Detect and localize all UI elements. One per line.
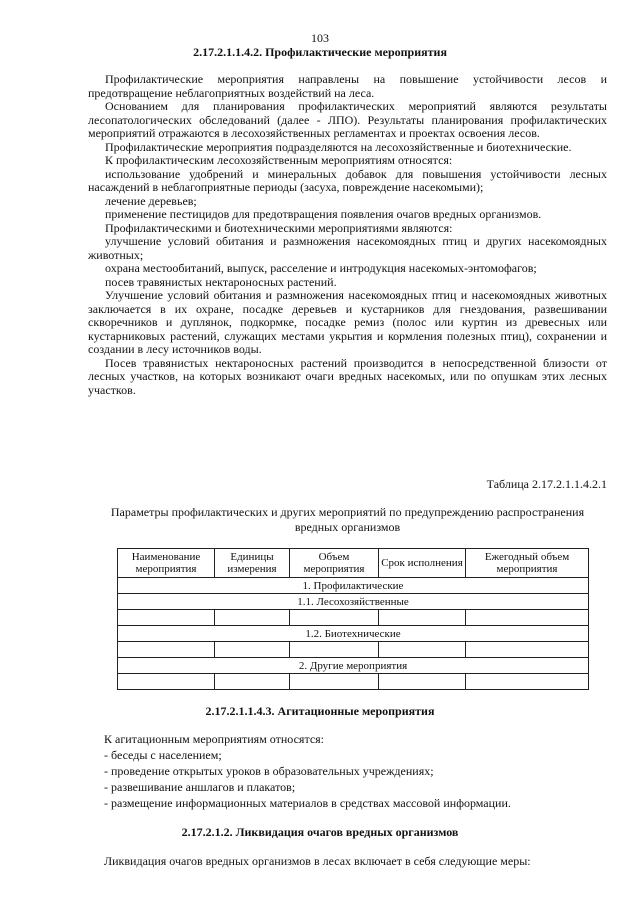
list-item: - проведение открытых уроков в образовательных учреждениях; [104,764,434,778]
header-cell: Наименование мероприятия [118,549,215,578]
paragraph: посев травянистых нектароносных растений. [105,274,337,289]
section-heading-agitation: 2.17.2.1.1.4.3. Агитационные мероприятия [205,704,435,718]
paragraph: К профилактическим лесохозяйственным мероприятиям относятся: [105,153,453,167]
table-cell [215,674,290,690]
paragraph: Посев травянистых нектароносных растений производится в непосредственной близости от лесных участков, на которых возникают очаги вредных насекомых, или по опушкам этих лесных участков. [88,355,607,397]
table-cell [290,642,379,658]
list-intro: К агитационным мероприятиям относятся: [104,732,325,746]
section-row: 1.2. Биотехнические [118,626,589,642]
table-cell [215,610,290,626]
table-cell [379,674,466,690]
table-title: Параметры профилактических и других мероприятий по предупреждению распространения вредных организмов [110,505,585,534]
header-cell: Срок исполнения [379,549,466,578]
liquidation-intro: Ликвидация очагов вредных организмов в лесах включает в себя следующие меры: [104,854,531,868]
table-cell [118,642,215,658]
table-row [118,642,589,658]
header-cell: Объем мероприятия [290,549,379,578]
table-row [118,674,589,690]
list-item: - беседы с населением; [104,748,222,762]
paragraph: Профилактические мероприятия направлены на повышение устойчивости лесов и предотвращение неблагоприятных воздействий на леса. [88,72,607,100]
paragraph: применение пестицидов для предотвращения появления очагов вредных организмов. [105,207,542,221]
table-cell [466,674,589,690]
table-cell [215,642,290,658]
table-cell [290,610,379,626]
paragraph: Основанием для планирования профилактических мероприятий являются результаты лесопатологических обследований (далее - ЛПО). Результаты планирования профилактических мероприятий отражаются в лесохозяйственных регламентах и проектах освоения лесов. [88,99,607,140]
paragraph: лечение деревьев; [105,193,197,208]
paragraph: использование удобрений и минеральных добавок для повышения устойчивости лесных насаждений в неблагоприятные периоды (засуха, повреждение насекомыми); [88,166,607,194]
table-cell [466,610,589,626]
header-cell: Единицы измерения [215,549,290,578]
table-header-row [118,549,589,578]
parameters-table [117,548,589,690]
paragraph: Профилактическими и биотехническими мероприятиями являются: [105,220,453,235]
agitation-list [104,731,604,811]
table-cell [466,642,589,658]
table-cell [290,674,379,690]
header-cell: Ежегодный объем мероприятия [466,549,589,578]
table-cell [118,610,215,626]
section-row: 1.1. Лесохозяйственные [118,594,589,610]
table-cell [379,610,466,626]
section-row: 1. Профилактические [118,578,589,594]
page-number: 103 [311,31,329,45]
table-caption: Таблица 2.17.2.1.1.4.2.1 [486,477,607,491]
table-row [118,610,589,626]
list-item: - размещение информационных материалов в средствах массовой информации. [104,796,511,810]
list-item: - развешивание аншлагов и плакатов; [104,780,296,794]
section-heading-preventive: 2.17.2.1.1.4.2. Профилактические мероприятия [193,45,447,59]
section-row: 2. Другие мероприятия [118,658,589,674]
paragraph: Профилактические мероприятия подразделяются на лесохозяйственные и биотехнические. [105,139,572,154]
preventive-body [88,73,607,397]
paragraph: улучшение условий обитания и размножения насекомоядных птиц и других насекомоядных животных; [88,234,607,262]
table-cell [118,674,215,690]
section-heading-liquidation: 2.17.2.1.2. Ликвидация очагов вредных организмов [181,825,459,839]
paragraph: охрана местообитаний, выпуск, расселение и интродукция насекомых-энтомофагов; [105,261,537,275]
table-cell [379,642,466,658]
paragraph: Улучшение условий обитания и размножения насекомоядных птиц и насекомоядных животных заключается в их охране, посадке деревьев и кустарников для гнездования, развешивании скворечников и дуплянок, подкормке, посадке ремиз (полос или куртин из древесных или кустарниковых растений, служащих местами укрытия и кормления полезных птиц), сохранении и создании в лесу источников воды. [88,288,607,356]
